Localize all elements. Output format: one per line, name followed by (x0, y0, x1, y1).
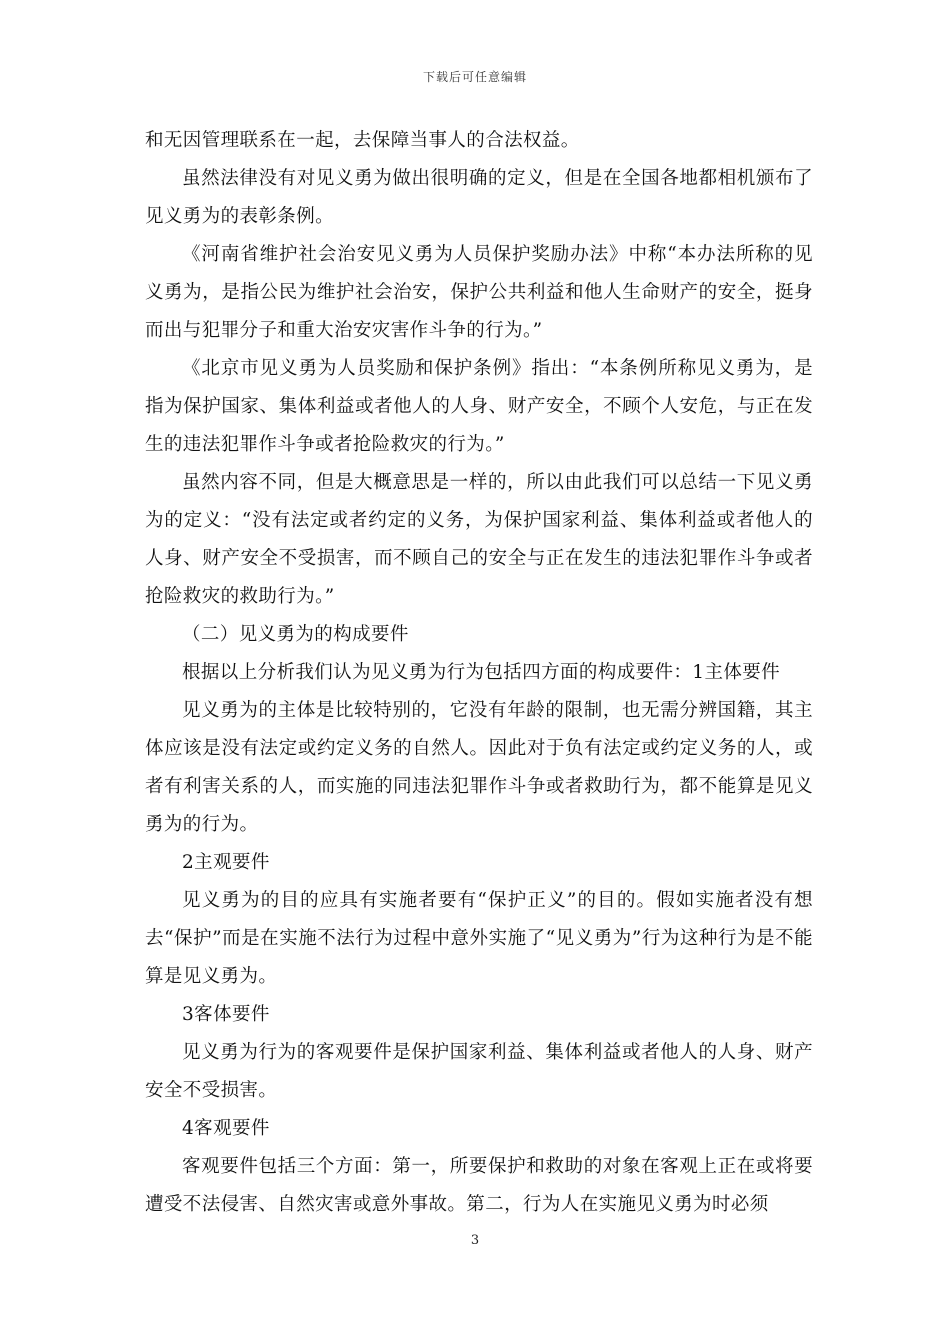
paragraph: 见义勇为行为的客观要件是保护国家利益、集体利益或者他人的人身、财产安全不受损害。 (145, 1042, 813, 1101)
paragraph: 虽然内容不同，但是大概意思是一样的，所以由此我们可以总结一下见义勇为的定义：“没有法定或者约定的义务，为保护国家利益、集体利益或者他人的人身、财产安全不受损害，而不顾自己的安全与正在发生的违法犯罪作斗争或者抢险救灾的救助行为。” (145, 472, 813, 607)
subsection-heading: 3客体要件 (182, 1004, 270, 1025)
paragraph: 见义勇为的目的应具有实施者要有“保护正义”的目的。假如实施者没有想去“保护”而是在实施不法行为过程中意外实施了“见义勇为”行为这种行为是不能算是见义勇为。 (145, 890, 813, 987)
paragraph: 根据以上分析我们认为见义勇为行为包括四方面的构成要件：1主体要件 (182, 662, 781, 683)
body-text (145, 122, 813, 1224)
subsection-heading: 4客观要件 (182, 1118, 270, 1139)
section-heading: （二）见义勇为的构成要件 (182, 624, 409, 645)
paragraph: 和无因管理联系在一起，去保障当事人的合法权益。 (145, 130, 580, 151)
header-note: 下载后可任意编辑 (422, 70, 527, 84)
paragraph: 虽然法律没有对见义勇为做出很明确的定义，但是在全国各地都相机颁布了见义勇为的表彰条例。 (145, 168, 813, 227)
paragraph: 见义勇为的主体是比较特别的，它没有年龄的限制，也无需分辨国籍，其主体应该是没有法定或约定义务的自然人。因此对于负有法定或约定义务的人，或者有利害关系的人，而实施的同违法犯罪作斗争或者救助行为，都不能算是见义勇为的行为。 (145, 700, 813, 835)
paragraph: 《河南省维护社会治安见义勇为人员保护奖励办法》中称“本办法所称的见义勇为，是指公民为维护社会治安，保护公共利益和他人生命财产的安全，挺身而出与犯罪分子和重大治安灾害作斗争的行为。” (145, 244, 813, 341)
paragraph: 《北京市见义勇为人员奖励和保护条例》指出：“本条例所称见义勇为，是指为保护国家、集体利益或者他人的人身、财产安全，不顾个人安危，与正在发生的违法犯罪作斗争或者抢险救灾的行为。” (145, 358, 813, 455)
paragraph: 客观要件包括三个方面：第一，所要保护和救助的对象在客观上正在或将要遭受不法侵害、自然灾害或意外事故。第二，行为人在实施见义勇为时必须 (145, 1156, 813, 1215)
subsection-heading: 2主观要件 (182, 852, 270, 873)
page-number: 3 (470, 1233, 480, 1248)
